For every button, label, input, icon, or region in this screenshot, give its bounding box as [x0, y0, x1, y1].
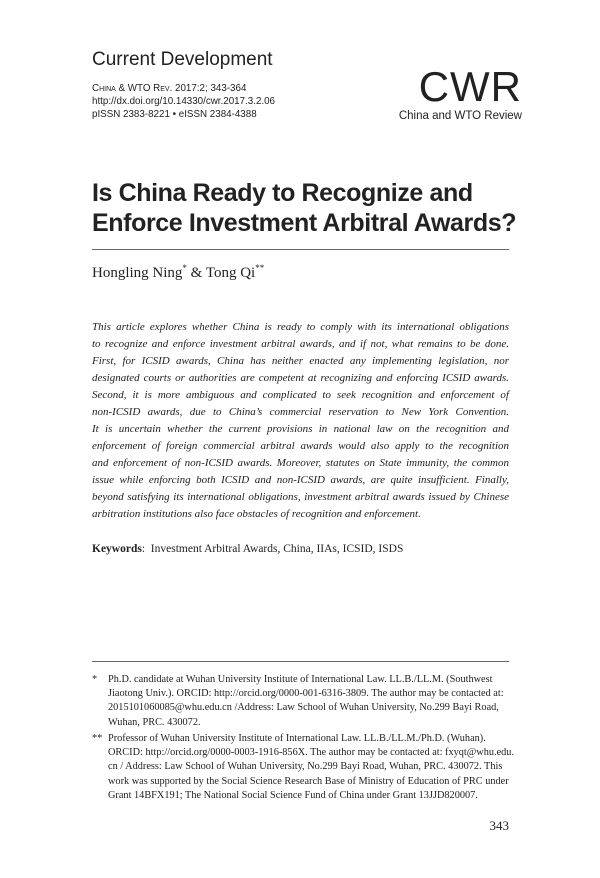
author-1-footnote-mark[interactable]: * — [182, 263, 187, 273]
section-label: Current Development — [92, 49, 273, 70]
journal-abbreviation: China & WTO Rev. — [92, 83, 173, 94]
abstract-line: issue while enforcing both ICSID and non-ICSID awards, are quite insufficient. Finally, — [92, 474, 509, 486]
keywords-value: : Investment Arbitral Awards, China, IIAs, ICSID, ISDS — [141, 543, 404, 555]
title-divider — [92, 249, 509, 250]
title-line-1: Is China Ready to Recognize and — [92, 179, 473, 207]
abstract-line: to recognize and enforce investment arbitral awards, and if not, what remains to be done. — [92, 338, 509, 350]
logo-acronym: CWR — [418, 63, 522, 110]
author-1: Hongling Ning — [92, 265, 183, 281]
footnote-1-mark: * — [92, 674, 98, 685]
issue-info: 2017:2; 343-364 — [172, 83, 247, 94]
doi-link[interactable]: http://dx.doi.org/10.14330/cwr.2017.3.2.06 — [92, 96, 276, 107]
author-separator: & — [186, 265, 206, 281]
abstract-line: designated courts or authorities are competent at recognizing and enforcing ICSID awards. — [92, 372, 509, 384]
abstract-line: and enforcement of non-ICSID awards. Moreover, statutes on State immunity, the common — [92, 457, 509, 469]
footnote-line: Ph.D. candidate at Wuhan University Institute of International Law. LL.B./LL.M. (Southwest — [108, 674, 493, 685]
abstract-line: First, for ICSID awards, China has neither enacted any implementing legislation, nor — [92, 355, 509, 367]
footnote-1 — [92, 673, 509, 730]
footnote-2 — [92, 732, 515, 803]
keywords — [92, 543, 403, 555]
author-2: Tong Qi — [205, 265, 256, 281]
footnote-line: Jiaotong Univ.). ORCID: http://orcid.org/0000-001-6316-3809. The author may be contacted at: — [108, 688, 504, 700]
footnote-2-text — [108, 732, 515, 803]
issn-line: pISSN 2383-8221 • eISSN 2384-4388 — [92, 109, 257, 120]
abstract-line: enforcement of foreign commercial arbitral awards would also apply to the recognition — [92, 440, 509, 452]
footnote-2-mark: ** — [92, 733, 103, 744]
abstract-line: beyond satisfying its international obligations, investment arbitral awards issued by Chinese — [92, 491, 509, 503]
footnote-divider — [92, 661, 509, 662]
footnote-line: Wuhan, PRC. 430072. — [108, 716, 201, 728]
article-title — [92, 178, 532, 238]
abstract-line: It is uncertain whether the current provisions in national law on the recognition and — [92, 423, 509, 435]
abstract-line: Second, it is more ambiguous and complicated to seek recognition and enforcement of — [92, 389, 509, 401]
footnote-line: Grant 14BFX191; The National Social Science Fund of China under Grant 13JJD820007. — [108, 789, 478, 801]
footnote-line: cn / Address: Law School of Wuhan University, No.299 Bayi Road, Wuhan, PRC. 430072. This — [108, 761, 503, 773]
footnote-line: 2015101060085@whu.edu.cn /Address: Law School of Wuhan University, No.299 Bayi Road, — [108, 702, 499, 714]
citation-block — [92, 82, 275, 121]
keywords-label: Keywords — [92, 543, 142, 555]
abstract — [92, 319, 509, 523]
footnote-line: work was supported by the Social Science Research Base of Ministry of Education of PRC under — [108, 775, 509, 787]
footnote-line: ORCID: http://orcid.org/0000-0003-1916-856X. The author may be contacted at: fxyqt@whu.edu. — [108, 747, 515, 759]
abstract-line: non-ICSID awards, due to China’s commercial reservation to New York Convention. — [92, 406, 509, 418]
abstract-line: arbitration institutions also face obstacles of recognition and enforcement. — [92, 508, 421, 520]
citation-line — [92, 82, 275, 95]
author-2-footnote-mark[interactable]: ** — [255, 263, 265, 273]
journal-logo — [392, 63, 522, 122]
logo-journal-name: China and WTO Review — [398, 110, 522, 122]
footnote-line: Professor of Wuhan University Institute of International Law. LL.B./LL.M./Ph.D. (Wuhan). — [108, 733, 486, 744]
author-line — [92, 263, 264, 282]
title-line-2: Enforce Investment Arbitral Awards? — [92, 209, 517, 237]
abstract-line: This article explores whether China is ready to comply with its international obligations — [92, 321, 509, 333]
footnote-1-text — [108, 673, 509, 730]
page-number: 343 — [489, 818, 509, 833]
